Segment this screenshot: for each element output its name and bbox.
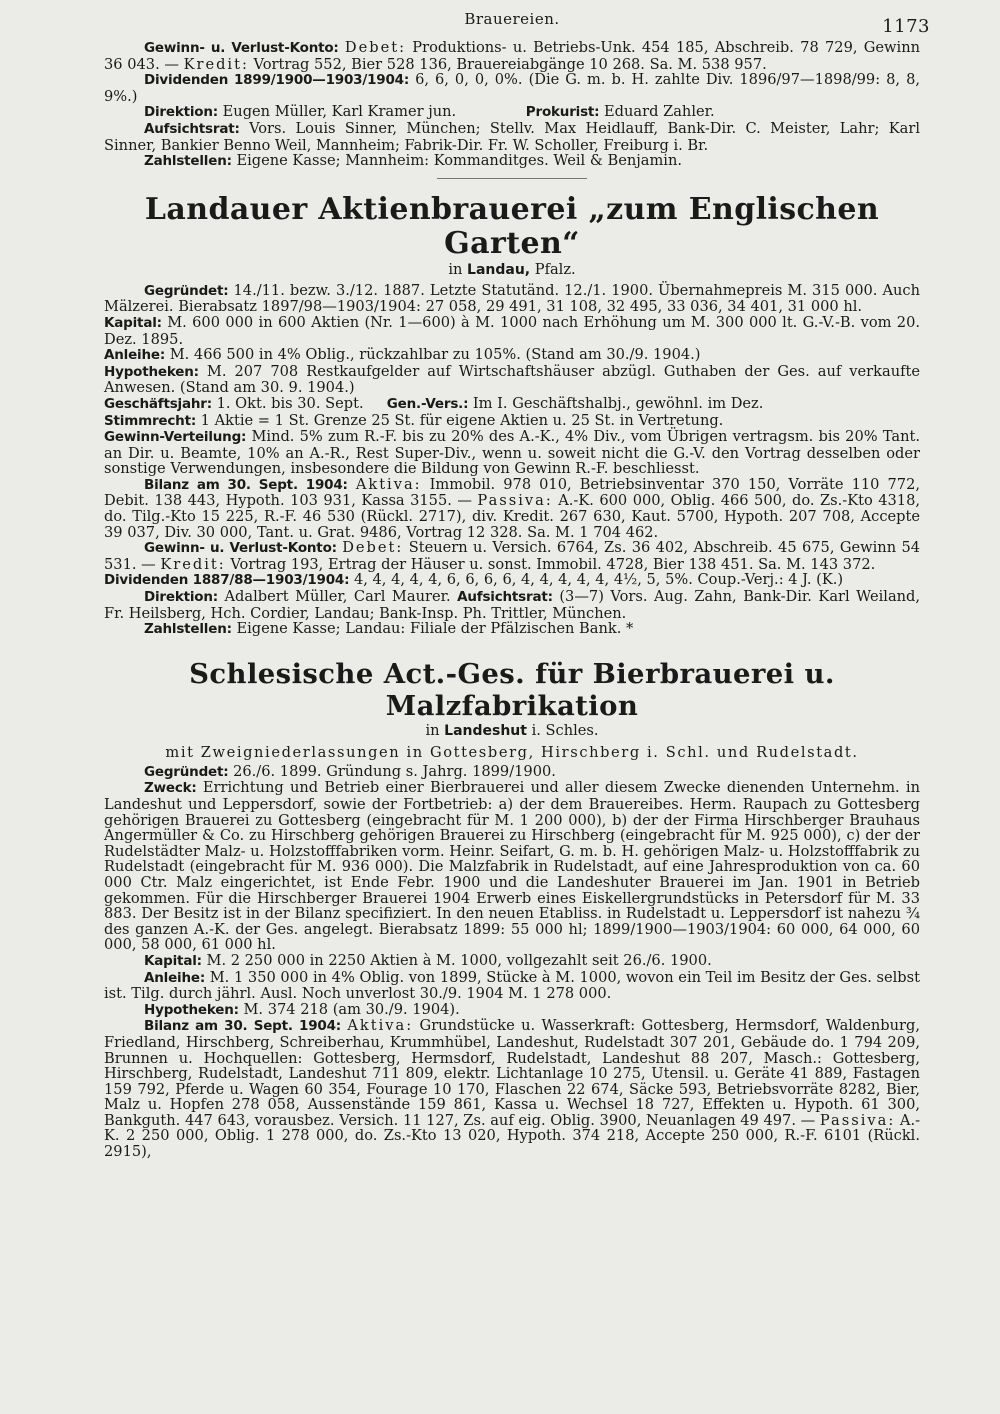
stimmrecht-paragraph: Stimmrecht: 1 Aktie = 1 St. Grenze 25 St. für eigene Aktien u. 25 St. in Vertretung. bbox=[104, 411, 724, 429]
prev-aufsichtsrat-paragraph: Aufsichtsrat: Vors. Louis Sinner, München; Stellv. Max Heidlauff, Bank-Dir. C. Meister, Lahr; Karl Sinner, Bankier Benno Weil, Mannheim; Fabrik-Dir. Fr. W. Scholler, Freiburg i. Br. bbox=[104, 119, 920, 154]
prev-guv-paragraph: Gewinn- u. Verlust-Konto: Debet: Produktions- u. Betriebs-Unk. 454 185, Abschreib. 78 729, Gewinn 36 043. — Kredit: Vortrag 552, Bier 528 136, Brauereiabgänge 10 268. Sa. M. 538 957. bbox=[104, 39, 921, 73]
entry-landauer-aktienbrauerei bbox=[104, 193, 920, 638]
direktion-paragraph: Direktion: Adalbert Müller, Carl Maurer. Aufsichtsrat: (3—7) Vors. Aug. Zahn, Bank-Dir. Karl Weiland, Fr. Heilsberg, Hch. Cordier, Landau; Bank-Insp. Ph. Trittler, München. bbox=[104, 588, 921, 622]
prev-dividenden-paragraph: Dividenden 1899/1900—1903/1904: 6, 6, 0, 0, 0%. (Die G. m. b. H. zahlte Div. 1896/97—1898/99: 8, 8, 9%.) bbox=[104, 71, 920, 105]
firm-location: in Landau, Pfalz. bbox=[448, 260, 576, 278]
zahlstellen-paragraph: Zahlstellen: Eigene Kasse; Landau: Filiale der Pfälzischen Bank. * bbox=[144, 620, 634, 638]
running-head-title: Brauereien. bbox=[464, 10, 560, 28]
prev-guv-label: Gewinn- u. Verlust-Konto: bbox=[144, 40, 339, 56]
entry-schlesische-act-ges bbox=[104, 658, 920, 1160]
kapital-paragraph: Kapital: M. 600 000 in 600 Aktien (Nr. 1—600) à M. 1000 nach Erhöhung um M. 300 000 lt. G.-V.-B. vom 20. Dez. 1895. bbox=[104, 313, 921, 348]
guv-paragraph: Gewinn- u. Verlust-Konto: Debet: Steuern u. Versich. 6764, Zs. 36 402, Abschreib. 45 675, Gewinn 54 531. — Kredit: Vortrag 193, Ertrag der Häuser u. sonst. Immobil. 4728, Bier 138 451. Sa. M. 143 372. bbox=[104, 539, 921, 573]
page-number: 1173 bbox=[882, 16, 930, 37]
bilanz-paragraph: Bilanz am 30. Sept. 1904: Aktiva: Immobil. 978 010, Betriebsinventar 370 150, Vorräte 110 772, Debit. 138 443, Hypoth. 103 931, Kassa 3155. — Passiva: A.-K. 600 000, Oblig. 466 500, do. Zs.-Kto 4318, do. Tilg.-Kto 15 225, R.-F. 46 530 (Rückl. 2717), div. Kredit. 267 630, Kaut. 5700, Hypoth. 207 708, Accepte 39 037, Div. 30 000, Tant. u. Grat. 9486, Vortrag 12 328. Sa. M. 1 704 462. bbox=[104, 475, 920, 541]
prev-zahlstellen-paragraph: Zahlstellen: Eigene Kasse; Mannheim: Kommanditges. Weil & Benjamin. bbox=[144, 152, 683, 170]
firm-location: in Landeshut i. Schles. bbox=[425, 721, 599, 739]
dividenden-paragraph: Dividenden 1887/88—1903/1904: 4, 4, 4, 4, 4, 6, 6, 6, 6, 4, 4, 4, 4, 4, 4½, 5, 5%. Coup.-Verj.: 4 J. (K.) bbox=[104, 571, 844, 589]
firm-title: Landauer Aktienbrauerei „zum Englischen Garten“ bbox=[144, 191, 880, 261]
anleihe-paragraph: Anleihe: M. 466 500 in 4% Oblig., rückzahlbar zu 105%. (Stand am 30./9. 1904.) bbox=[104, 346, 701, 364]
running-head bbox=[104, 10, 930, 40]
zweck-paragraph: Zweck: Errichtung und Betrieb einer Bierbrauerei und aller diesem Zwecke dienenden Unternehm. in Landeshut und Leppersdorf, sowie der Fortbetrieb: a) der dem Brauereibes. Herm. Raupach zu Gottesberg gehörigen Brauerei zu Gottesberg (eingebracht für M. 1 200 000), b) der der Firma Hirschberger Brauhaus Angermüller & Co. zu Hirschberg gehörigen Brauerei zu Hirschberg (eingebracht für M. 925 000), c) der der Rudelstädter Malz- u. Holzstofffabriken vorm. Heinr. Seifart, G. m. b. H. gehörigen Malz- u. Holzstofffabrik zu Rudelstadt (eingebracht für M. 936 000). Die Malzfabrik in Rudelstadt, auf eine Jahresproduktion von ca. 60 000 Ctr. Malz eingerichtet, ist Ende Febr. 1900 und die Landeshuter Brauerei im Jan. 1901 in Betrieb gekommen. Für die Hirschberger Brauerei 1904 Erwerb eines Eiskellergrundstücks in Petersdorf für M. 33 883. Der Besitz ist in der Bilanz specifiziert. In den neuen Etabliss. in Rudelstadt u. Leppersdorf ist nahezu ¾ des ganzen A.-K. der Ges. angelegt. Bierabsatz 1899: 55 000 hl; 1899/1900—1903/1904: 60 000, 64 000, 60 000, 58 000, 61 000 hl. bbox=[104, 779, 921, 954]
kapital-paragraph: Kapital: M. 2 250 000 in 2250 Aktien à M. 1000, vollgezahlt seit 26./6. 1900. bbox=[144, 951, 712, 969]
gegruendet-paragraph: Gegründet: 26./6. 1899. Gründung s. Jahrg. 1899/1900. bbox=[144, 762, 556, 780]
geschaeftsjahr-paragraph: Geschäftsjahr: 1. Okt. bis 30. Sept. Gen.-Vers.: Im I. Geschäftshalbj., gewöhnl. im Dez. bbox=[104, 394, 764, 412]
bilanz-paragraph: Bilanz am 30. Sept. 1904: Aktiva: Grundstücke u. Wasserkraft: Gottesberg, Hermsdorf, Waldenburg, Friedland, Hirschberg, Schreiberhau, Krummhübel, Landeshut, Rudelstadt 307 201, Gebäude do. 1 794 209, Brunnen u. Hochquellen: Gottesberg, Hermsdorf, Rudelstadt, Landeshut 88 207, Masch.: Gottesberg, Hirschberg, Rudelstadt, Landeshut 711 809, elektr. Lichtanlage 10 275, Utensil. u. Geräte 41 889, Fastagen 159 792, Pferde u. Wagen 60 354, Fourage 10 170, Flaschen 22 674, Säcke 593, Betriebsvorräte 8282, Bier, Malz u. Hopfen 278 058, Aussenstände 159 861, Kassa u. Wechsel 18 727, Effekten u. Hypoth. 61 300, Bankguth. 447 643, vorausbez. Versich. 11 127, Zs. auf eig. Oblig. 3900, Neuanlagen 49 497. — Passiva: A.-K. 2 250 000, Oblig. 1 278 000, do. Zs.-Kto 13 020, Hypoth. 374 218, Accepte 250 000, R.-F. 6101 (Rückl. 2915), bbox=[104, 1017, 921, 1161]
previous-entry-continuation bbox=[104, 40, 920, 170]
gewinn-verteilung-paragraph: Gewinn-Verteilung: Mind. 5% zum R.-F. bis zu 20% des A.-K., 4% Div., vom Übrigen vertragsm. bis 20% Tant. an Dir. u. Beamte, 10% an A.-R., Rest Super-Div., wenn u. soweit nicht die G.-V. den Vortrag desselben oder sonstige Verwendungen, insbesondere die Bildung von Gewinn R.-F. beschliesst. bbox=[104, 428, 920, 478]
section-separator bbox=[437, 178, 587, 179]
branches-line: mit Zweigniederlassungen in Gottesberg, Hirschberg i. Schl. und Rudelstadt. bbox=[165, 743, 859, 761]
hypotheken-paragraph: Hypotheken: M. 207 708 Restkaufgelder auf Wirtschaftshäuser abzügl. Guthaben der Ges. auf verkaufte Anwesen. (Stand am 30. 9. 1904.) bbox=[104, 362, 921, 397]
prev-direktion-paragraph: Direktion: Eugen Müller, Karl Kramer jun. Prokurist: Eduard Zahler. bbox=[144, 103, 715, 121]
gegruendet-paragraph: Gegründet: 14./11. bezw. 3./12. 1887. Letzte Statutänd. 12./1. 1900. Übernahmepreis M. 315 000. Auch Mälzerei. Bierabsatz 1897/98—1903/1904: 27 058, 29 491, 31 108, 32 495, 33 036, 34 401, 31 000 hl. bbox=[104, 281, 920, 316]
hypotheken-paragraph: Hypotheken: M. 374 218 (am 30./9. 1904). bbox=[144, 1000, 460, 1018]
section-gap bbox=[104, 638, 920, 658]
anleihe-paragraph: Anleihe: M. 1 350 000 in 4% Oblig. von 1899, Stücke à M. 1000, wovon ein Teil im Besitz der Ges. selbst ist. Tilg. durch jährl. Ausl. Noch unverlost 30./9. 1904 M. 1 278 000. bbox=[104, 968, 921, 1003]
firm-title: Schlesische Act.-Ges. für Bierbrauerei u. Malzfabrikation bbox=[189, 657, 835, 722]
